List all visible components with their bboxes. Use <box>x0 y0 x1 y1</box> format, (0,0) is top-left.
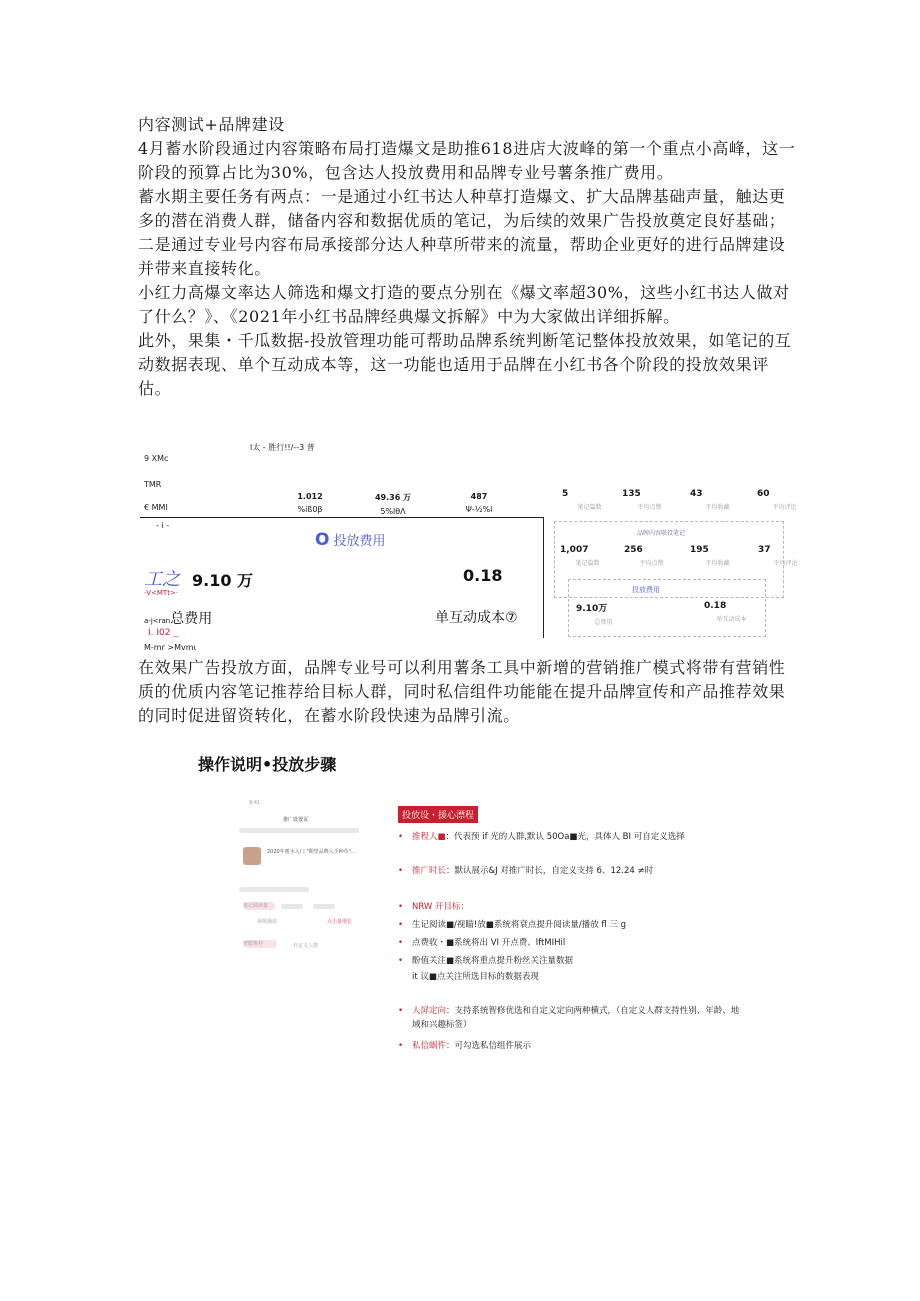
dashboard-right <box>552 487 798 637</box>
instruction-item: • 酚值关注■系统将重点提升粉丝关注量数据 <box>398 956 574 966</box>
dash-row3: € MMI <box>144 503 168 512</box>
tick-mark: - i - <box>156 521 170 530</box>
mid-title: 品牌内容联投笔记 <box>637 530 686 537</box>
instruction-item: • 推程人■：代表预 if 光的人群,默认 50Oa■光，具体人 BI 可自定义选择 <box>398 832 685 842</box>
instruction-item: 域和兴趣标签） <box>412 1020 472 1030</box>
pill-label: 视频播放 <box>257 919 278 925</box>
stat-cell: 135 平均点赞 <box>622 489 662 511</box>
cost-label: 单互动成本⑦ <box>435 610 518 626</box>
total-label: a-j<ran总费用 <box>144 611 213 627</box>
instruction-item: • 推广时长：默认展示&J 对推广时长，自定义支持 6、12.24 ≠时 <box>398 866 654 876</box>
fee-title: 投放费用 <box>632 586 660 594</box>
stat-cell: 195 平均收藏 <box>690 545 730 567</box>
paragraph-5: 在效果广告投放方面，品牌专业号可以利用薯条工具中新增的营销推广模式将带有营销性质的优质内容笔记推荐给目标人群，同时私信组件功能能在提升品牌宣传和产品推荐效果的同时促进留资转化，在蓄水阶段快速为品牌引流。 <box>138 658 786 725</box>
dash-row1: 9 XMc <box>144 454 169 463</box>
instruction-item: it 议■点关注所选目标的数据表现 <box>412 972 539 982</box>
article-block <box>138 113 798 401</box>
phone-title: 推广设置页 <box>283 817 309 823</box>
pill-label: 点击量增长 <box>327 919 353 925</box>
instruction-panel <box>398 806 788 1051</box>
instruction-item: • 私信蜗件：可勾选私信组件展示 <box>398 1041 532 1051</box>
divider <box>281 904 303 909</box>
steps-heading: 操作说明•投放步骤 <box>198 755 337 774</box>
stat-cell: 256 平均点赞 <box>624 545 664 567</box>
instruction-item: • NRW 开目标： <box>398 902 470 912</box>
bottom-note: M-mr >Mvmι <box>144 643 197 652</box>
paragraph-2: 蓄水期主要任务有两点：一是通过小红书达人种草打造爆文、扩大品牌基础声量，触达更多的潜在消费人群，储备内容和数据优质的笔记，为后续的效果广告投放奠定良好基础；二是通过专业号内容布局承接部分达人种草所带来的流量，帮助企业更好的进行品牌建设并带来直接转化。 <box>138 187 786 278</box>
instruction-item: • 点费收・■系统将出 VI 开点费、lftMIHil <box>398 938 566 948</box>
option-pill[interactable]: 智能推荐 <box>243 940 277 948</box>
divider <box>239 828 359 833</box>
sub-note: ·V<MTt>· <box>144 589 179 597</box>
script-mark: 工之 <box>144 569 180 590</box>
stat-cell: 60 平均评论 <box>757 489 797 511</box>
avatar <box>243 847 261 865</box>
stat-cell: 0.18 单互动成本 <box>704 601 747 623</box>
dash-top-caption: l太 - 胜行!!/--3 普 <box>250 443 315 452</box>
divider <box>140 517 543 518</box>
metric-3: 487 Ψ-½%l <box>465 492 493 514</box>
metric-1: 1.012 %iß0β <box>297 492 323 514</box>
divider <box>543 517 544 638</box>
stat-cell: 9.10万 总费用 <box>576 604 613 626</box>
paragraph-1: 4月蓄水阶段通过内容策略布局打造爆文是助推618进店大波峰的第一个重点小高峰，这一阶段的预算占比为30%，包含达人投放费用和品牌专业号薯条推广费用。 <box>138 139 796 182</box>
phone-mockup <box>237 800 362 955</box>
circle-icon: O <box>315 530 330 550</box>
stat-cell: 5 笔记篇数 <box>562 489 602 511</box>
stat-cell: 43 平均收藏 <box>690 489 730 511</box>
red-mark: I. I02 _ <box>148 628 178 638</box>
stat-cell: 1,007 笔记篇数 <box>560 545 600 567</box>
dashboard-left <box>140 440 545 652</box>
instruction-item: • 生记阅读■/视瞄!放■系统将衰点提升阅读量/播放 fl 三 g <box>398 920 627 930</box>
fee-title: O 投放费用 <box>315 530 386 550</box>
total-value: 9.10 万 <box>192 571 254 590</box>
stat-cell: 37 平均评论 <box>758 545 798 567</box>
note-title: 2020年蓄水入门 "期望品牌入手种草"... <box>267 849 356 855</box>
divider <box>313 904 335 909</box>
option-label: 自定义人群 <box>293 943 319 949</box>
status-time: 9:41 <box>249 800 261 806</box>
article-block-2 <box>138 656 798 728</box>
instruction-item: • 人屏定向：支持系统智修优选和自定义定向两种横式，（自定义人群支持性别、年龄、地 <box>398 1006 740 1016</box>
section-title: 内容测试+品牌建设 <box>138 115 285 134</box>
instruction-badge: 投放设・援心漂程 <box>398 806 478 823</box>
cost-value: 0.18 <box>463 566 503 585</box>
dash-row2: TMR <box>144 480 162 489</box>
metric-2: 49.36 万 5%lθΛ <box>374 493 412 516</box>
pill[interactable]: 笔记阅读量 <box>243 902 275 910</box>
divider <box>239 887 309 892</box>
paragraph-3: 小红力高爆文率达人筛选和爆文打造的要点分别在《爆文率超30%，这些小红书达人做对了什么？》、《2021年小红书品牌经典爆文拆解》中为大家做出详细拆解。 <box>138 283 790 326</box>
paragraph-4: 此外，果集・千瓜数据-投放管理功能可帮助品牌系统判断笔记整体投放效果，如笔记的互动数据表现、单个互动成本等，这一功能也适用于品牌在小红书各个阶段的投放效果评估。 <box>138 331 792 398</box>
